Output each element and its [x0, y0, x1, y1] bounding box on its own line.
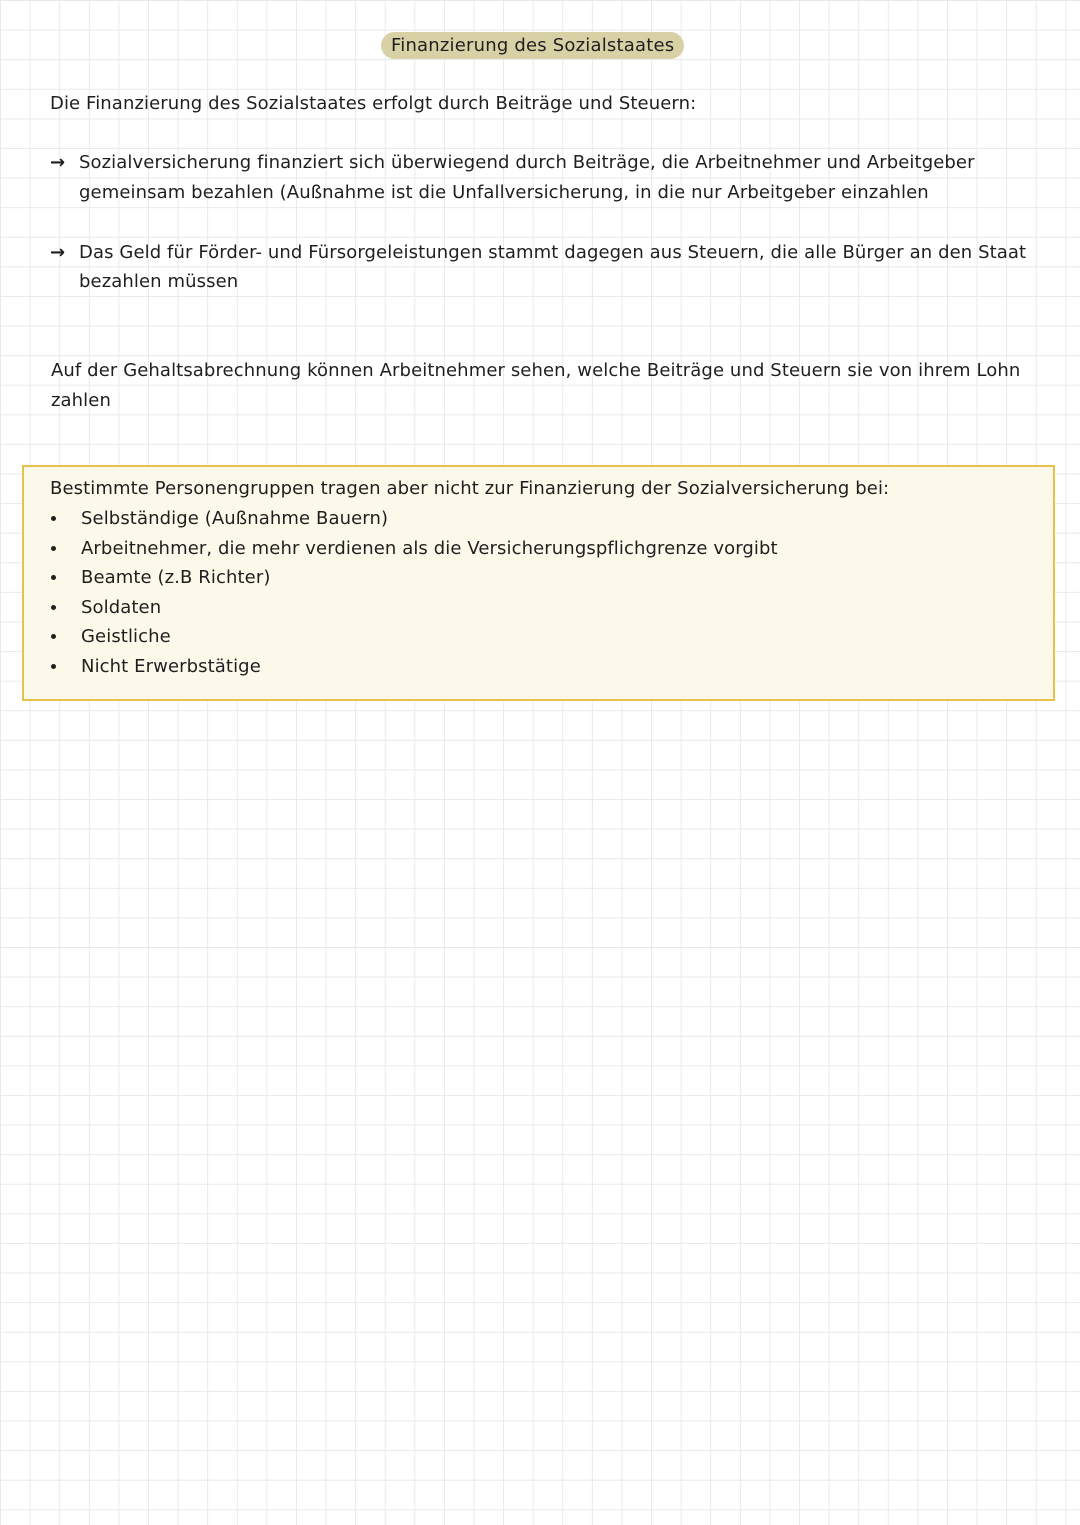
arrow-right-icon: →: [50, 152, 66, 173]
bullet-icon: [51, 605, 56, 610]
list-item: Geistliche: [81, 626, 171, 647]
bullet-icon: [51, 516, 56, 521]
list-item: Arbeitnehmer, die mehr verdienen als die Versicherungspflichgrenze vorgibt: [81, 538, 778, 559]
bullet-icon: [51, 634, 56, 639]
paycheck-line-1: Auf der Gehaltsabrechnung können Arbeitnehmer sehen, welche Beiträge und Steuern sie von ihrem Lohn: [51, 360, 1021, 381]
box-heading: Bestimmte Personengruppen tragen aber nicht zur Finanzierung der Sozialversicherung bei:: [50, 478, 890, 499]
point-1-line-2: gemeinsam bezahlen (Außnahme ist die Unfallversicherung, in die nur Arbeitgeber einzahlen: [79, 182, 929, 203]
point-1-line-1: Sozialversicherung finanziert sich überwiegend durch Beiträge, die Arbeitnehmer und Arbeitgeber: [79, 152, 975, 173]
point-2-line-1: Das Geld für Förder- und Fürsorgeleistungen stammt dagegen aus Steuern, die alle Bürger an den Staat: [79, 242, 1027, 263]
bullet-icon: [51, 664, 56, 669]
arrow-right-icon: →: [50, 242, 66, 263]
list-item: Nicht Erwerbstätige: [81, 656, 261, 677]
list-item: Soldaten: [81, 597, 162, 618]
page-title: Finanzierung des Sozialstaates: [381, 32, 684, 59]
paycheck-line-2: zahlen: [51, 390, 111, 411]
intro-text: Die Finanzierung des Sozialstaates erfolgt durch Beiträge und Steuern:: [50, 93, 697, 114]
list-item: Selbständige (Außnahme Bauern): [81, 508, 389, 529]
bullet-icon: [51, 575, 56, 580]
bullet-icon: [51, 546, 56, 551]
list-item: Beamte (z.B Richter): [81, 567, 271, 588]
point-2-line-2: bezahlen müssen: [79, 271, 239, 292]
